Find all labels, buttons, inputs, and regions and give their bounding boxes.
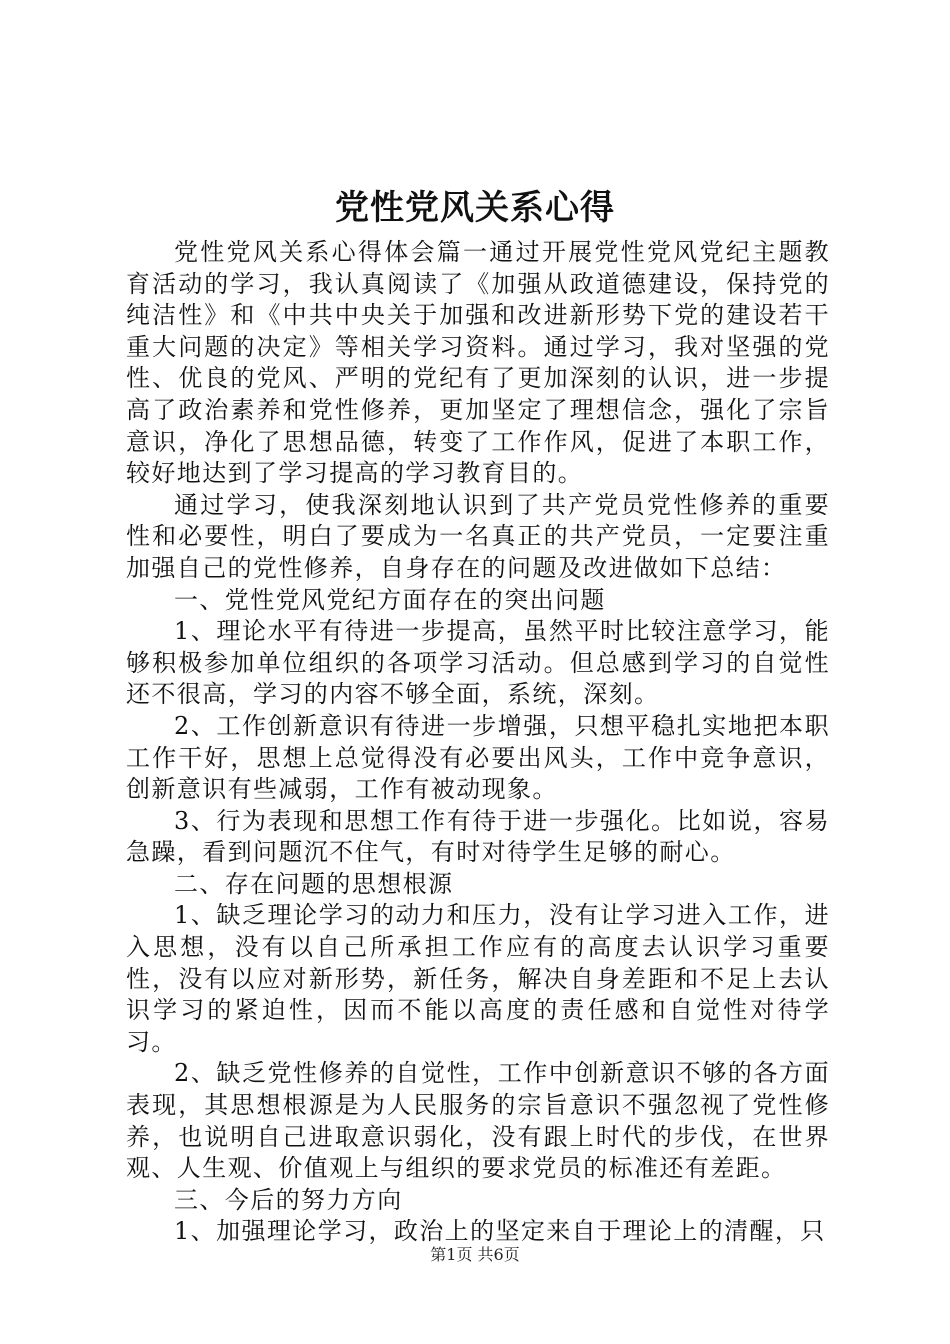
paragraph: 1、缺乏理论学习的动力和压力，没有让学习进入工作，进入思想，没有以自己所承担工作应有的高度去认识学习重要性，没有以应对新形势，新任务，解决自身差距和不足上去认识学习的紧迫性，因而不能以高度的责任感和自觉性对待学习。 <box>126 901 830 1056</box>
paragraph: 通过学习，使我深刻地认识到了共产党员党性修养的重要性和必要性，明白了要成为一名真正的共产党员，一定要注重加强自己的党性修养，自身存在的问题及改进做如下总结： <box>126 490 830 582</box>
document-body <box>126 237 830 1248</box>
paragraph: 1、理论水平有待进一步提高，虽然平时比较注意学习，能够积极参加单位组织的各项学习活动。但总感到学习的自觉性还不很高，学习的内容不够全面，系统，深刻。 <box>126 617 830 709</box>
paragraph: 党性党风关系心得体会篇一通过开展党性党风党纪主题教育活动的学习，我认真阅读了《加强从政道德建设，保持党的纯洁性》和《中共中央关于加强和改进新形势下党的建设若干重大问题的决定》等相关学习资料。通过学习，我对坚强的党性、优良的党风、严明的党纪有了更加深刻的认识，进一步提高了政治素养和党性修养，更加坚定了理想信念，强化了宗旨意识，净化了思想品德，转变了工作作风，促进了本职工作，较好地达到了学习提高的学习教育目的。 <box>126 238 830 488</box>
section-heading: 一、党性党风党纪方面存在的突出问题 <box>174 585 606 614</box>
section-heading: 二、存在问题的思想根源 <box>174 869 454 898</box>
paragraph: 2、工作创新意识有待进一步增强，只想平稳扎实地把本职工作干好，思想上总觉得没有必要出风头，工作中竞争意识，创新意识有些减弱，工作有被动现象。 <box>126 711 830 804</box>
paragraph: 1、加强理论学习，政治上的坚定来自于理论上的清醒，只 <box>174 1217 826 1246</box>
document-title: 党性党风关系心得 <box>335 188 615 228</box>
paragraph: 2、缺乏党性修养的自觉性，工作中创新意识不够的各方面表现，其思想根源是为人民服务的宗旨意识不强忽视了党性修养，也说明自己进取意识弱化，没有跟上时代的步伐，在世界观、人生观、价值观上与组织的要求党员的标准还有差距。 <box>126 1059 830 1183</box>
section-heading: 三、今后的努力方向 <box>174 1185 403 1214</box>
paragraph: 3、行为表现和思想工作有待于进一步强化。比如说，容易急躁，看到问题沉不住气，有时对待学生足够的耐心。 <box>126 806 830 867</box>
page-number-footer: 第1页 共6页 <box>430 1245 520 1264</box>
